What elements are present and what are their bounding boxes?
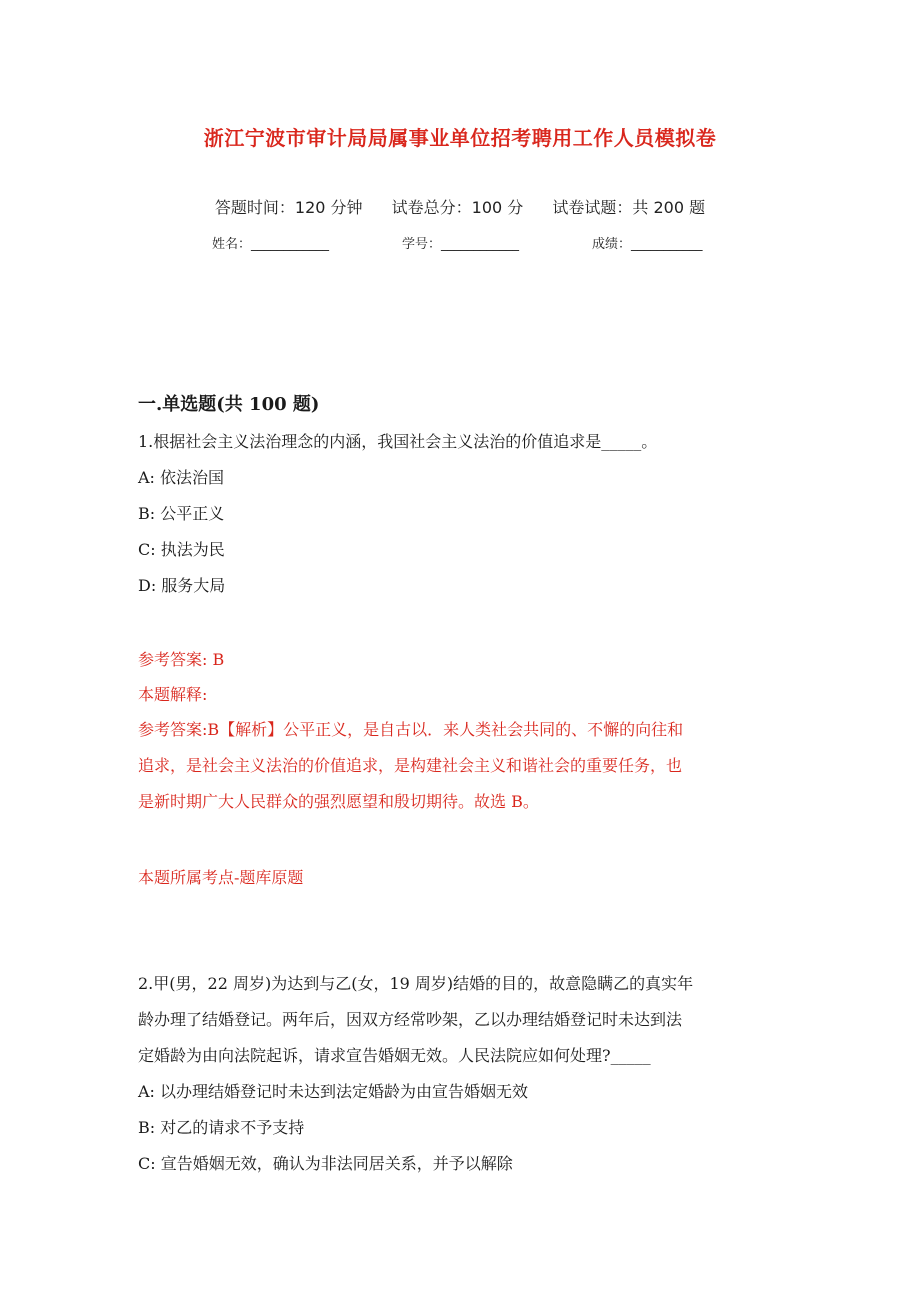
exam-title: 浙江宁波市审计局局属事业单位招考聘用工作人员模拟卷 <box>203 126 717 150</box>
answer: 参考答案: B <box>138 650 225 669</box>
option-a: A: 以办理结婚登记时未达到法定婚龄为由宣告婚姻无效 <box>138 1082 529 1101</box>
option-c: C: 执法为民 <box>138 540 225 559</box>
answer-block-1 <box>138 642 788 820</box>
question-stem-line: 定婚龄为由向法院起诉，请求宣告婚姻无效。人民法院应如何处理?_____ <box>138 1046 651 1065</box>
exam-total-score: 试卷总分：100 分 <box>391 198 524 217</box>
question-stem: 1.根据社会主义法治理念的内涵，我国社会主义法治的价值追求是_____。 <box>138 432 658 451</box>
exam-time: 答题时间：120 分钟 <box>214 198 363 217</box>
source-note-1 <box>138 860 788 896</box>
option-b: B: 对乙的请求不予支持 <box>138 1118 305 1137</box>
explanation-line: 是新时期广大人民群众的强烈愿望和殷切期待。故选 B。 <box>138 792 539 811</box>
question-stem-line: 龄办理了结婚登记。两年后，因双方经常吵架，乙以办理结婚登记时未达到法 <box>138 1010 683 1029</box>
question-2 <box>138 966 788 1182</box>
option-d: D: 服务大局 <box>138 576 226 595</box>
student-fields <box>212 233 812 252</box>
question-1 <box>138 424 788 604</box>
source-note: 本题所属考点-题库原题 <box>138 868 304 887</box>
student-id-field: 学号：____________ <box>402 237 520 252</box>
exam-meta <box>0 195 920 218</box>
option-a: A: 依法治国 <box>138 468 225 487</box>
name-field: 姓名：____________ <box>212 237 330 252</box>
option-b: B: 公平正义 <box>138 504 225 523</box>
explanation-line: 参考答案:B【解析】公平正义，是自古以．来人类社会共同的、不懈的向往和 <box>138 720 684 739</box>
option-c: C: 宣告婚姻无效，确认为非法同居关系，并予以解除 <box>138 1154 513 1173</box>
explain-label: 本题解释: <box>138 685 208 704</box>
question-stem-line: 2.甲(男，22 周岁)为达到与乙(女，19 周岁)结婚的目的，故意隐瞒乙的真实年 <box>138 974 694 993</box>
section-title: 一.单选题(共 100 题) <box>138 394 320 415</box>
score-field: 成绩：___________ <box>592 237 703 252</box>
explanation-line: 追求，是社会主义法治的价值追求，是构建社会主义和谐社会的重要任务，也 <box>138 756 683 775</box>
exam-question-count: 试卷试题：共 200 题 <box>552 198 706 217</box>
explanation <box>138 712 788 820</box>
